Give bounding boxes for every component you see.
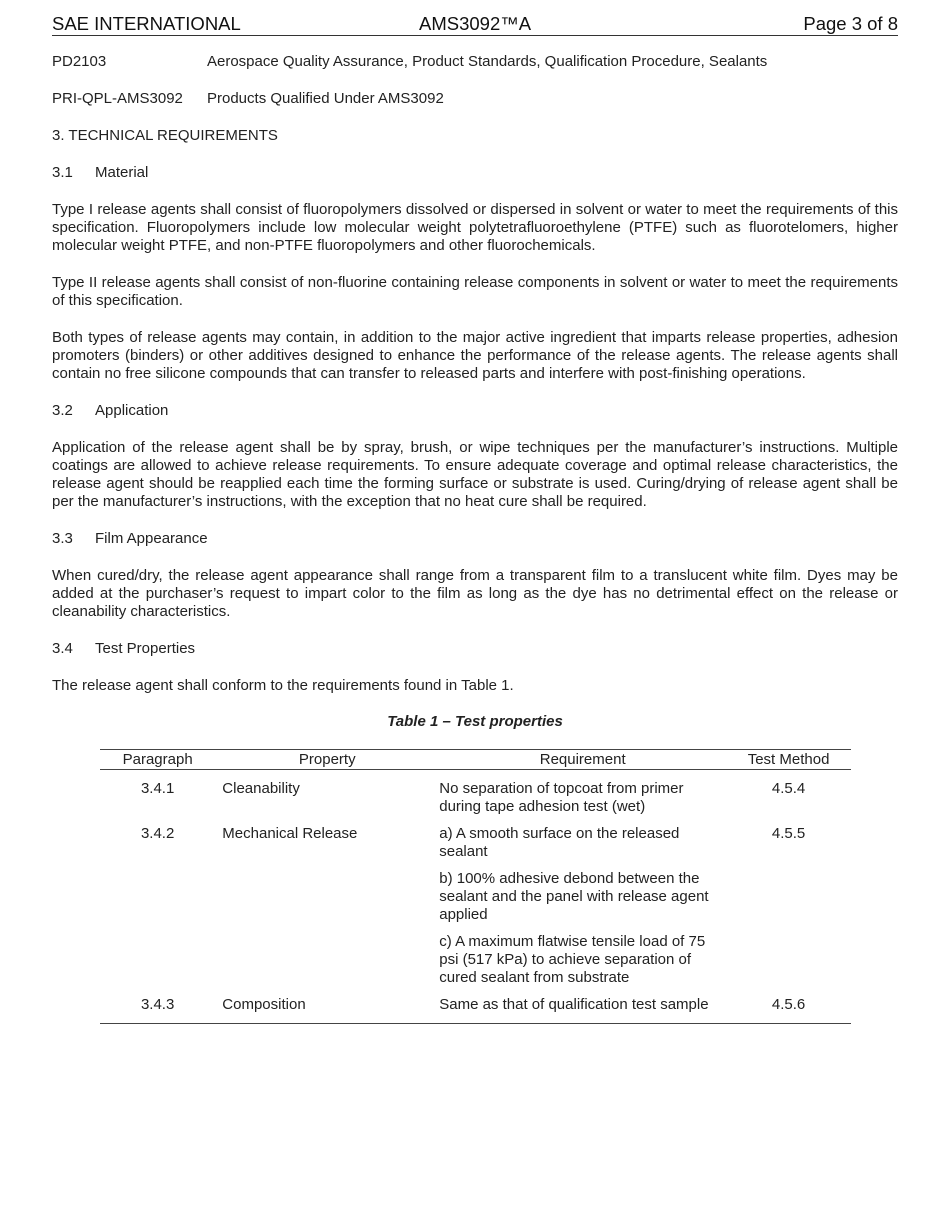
subsection-heading: [52, 164, 148, 182]
test-properties-table: [100, 749, 851, 1024]
column-header: Property: [215, 750, 439, 770]
property-cell: Composition: [215, 987, 439, 1024]
paragraph-cell: 3.4.1: [140, 780, 175, 797]
paragraph-cell: 3.4.3: [100, 987, 215, 1024]
column-header: Requirement: [439, 750, 726, 770]
method-cell: [726, 924, 851, 987]
subsection-number: 3.3: [52, 530, 73, 547]
paragraph: The release agent shall conform to the requirements found in Table 1.: [52, 677, 514, 694]
paragraph: When cured/dry, the release agent appearance shall range from a transparent film to a translucent white film. Dyes may be added at the purchaser’s request to impart color to the film as long as the dye has no detrimental effect on the release or cleanability characteristics.: [52, 567, 898, 620]
page-header: [52, 13, 898, 36]
requirement-cell: Same as that of qualification test sample: [439, 987, 726, 1024]
requirement-cell: c) A maximum flatwise tensile load of 75 psi (517 kPa) to achieve separation of cured sealant from substrate: [439, 933, 706, 986]
subsection-title: Film Appearance: [95, 530, 208, 547]
table-caption: Table 1 – Test properties: [387, 713, 563, 730]
method-cell: 4.5.5: [771, 825, 806, 842]
property-cell: Mechanical Release: [222, 825, 358, 842]
reference-code: PRI-QPL-AMS3092: [52, 90, 183, 107]
column-header: Paragraph: [100, 750, 215, 770]
subsection-title: Material: [95, 164, 149, 181]
subsection-number: 3.1: [52, 164, 73, 181]
requirement-cell: No separation of topcoat from primer during tape adhesion test (wet): [439, 780, 684, 815]
table-header-row: [100, 750, 851, 770]
subsection-number: 3.4: [52, 640, 73, 657]
paragraph: Both types of release agents may contain, in addition to the major active ingredient that imparts release properties, adhesion promoters (binders) or other additives designed to enhance the performance of the release agents. The release agents shall contain no free silicone compounds that can transfer to released parts and interfere with post-finishing operations.: [52, 329, 898, 382]
subsection-number: 3.2: [52, 402, 73, 419]
table-row: [100, 816, 851, 861]
paragraph-cell: [100, 861, 215, 924]
subsection-heading: [52, 402, 168, 420]
paragraph: Type II release agents shall consist of non-fluorine containing release components in solvent or water to meet the requirements of this specification.: [52, 274, 898, 309]
property-cell: Cleanability: [222, 780, 300, 797]
document-number: AMS3092™A: [419, 13, 532, 34]
paragraph: Application of the release agent shall be by spray, brush, or wipe techniques per the manufacturer’s instructions. Multiple coatings are allowed to achieve release requirements. To ensure adequate coverage and optimal release characteristics, the release agent should be reapplied each time the forming surface or substrate is used. Curing/drying of release agent shall be per the manufacturer’s instructions, with the exception that no heat cure shall be required.: [52, 439, 898, 510]
organization-name: SAE INTERNATIONAL: [52, 13, 241, 34]
table-row: [100, 987, 851, 1024]
page-number: Page 3 of 8: [803, 13, 898, 34]
table-row: [100, 770, 851, 817]
property-cell: [215, 861, 439, 924]
reference-code: PD2103: [52, 53, 107, 70]
table-row: [100, 861, 851, 924]
paragraph-cell: 3.4.2: [140, 825, 175, 842]
table-row: [100, 924, 851, 987]
paragraph: Type I release agents shall consist of fluoropolymers dissolved or dispersed in solvent or water to meet the requirements of this specification. Fluoropolymers include low molecular weight polytetrafluoroethylene (PTFE) such as fluorotelomers, higher molecular weight PTFE, and non-PTFE fluoropolymers and other fluorochemicals.: [52, 201, 898, 254]
column-header: Test Method: [726, 750, 851, 770]
paragraph-cell: [100, 924, 215, 987]
method-cell: 4.5.6: [726, 987, 851, 1024]
property-cell: [215, 924, 439, 987]
subsection-heading: [52, 640, 195, 658]
method-cell: [726, 861, 851, 924]
section-heading: 3. TECHNICAL REQUIREMENTS: [52, 127, 278, 144]
requirement-cell: b) 100% adhesive debond between the sealant and the panel with release agent applied: [439, 870, 709, 923]
reference-title: Aerospace Quality Assurance, Product Standards, Qualification Procedure, Sealants: [207, 53, 768, 70]
subsection-title: Application: [95, 402, 169, 419]
method-cell: 4.5.4: [771, 780, 806, 797]
requirement-cell: a) A smooth surface on the released sealant: [439, 825, 680, 860]
subsection-title: Test Properties: [95, 640, 196, 657]
subsection-heading: [52, 530, 208, 548]
reference-title: Products Qualified Under AMS3092: [207, 90, 444, 107]
